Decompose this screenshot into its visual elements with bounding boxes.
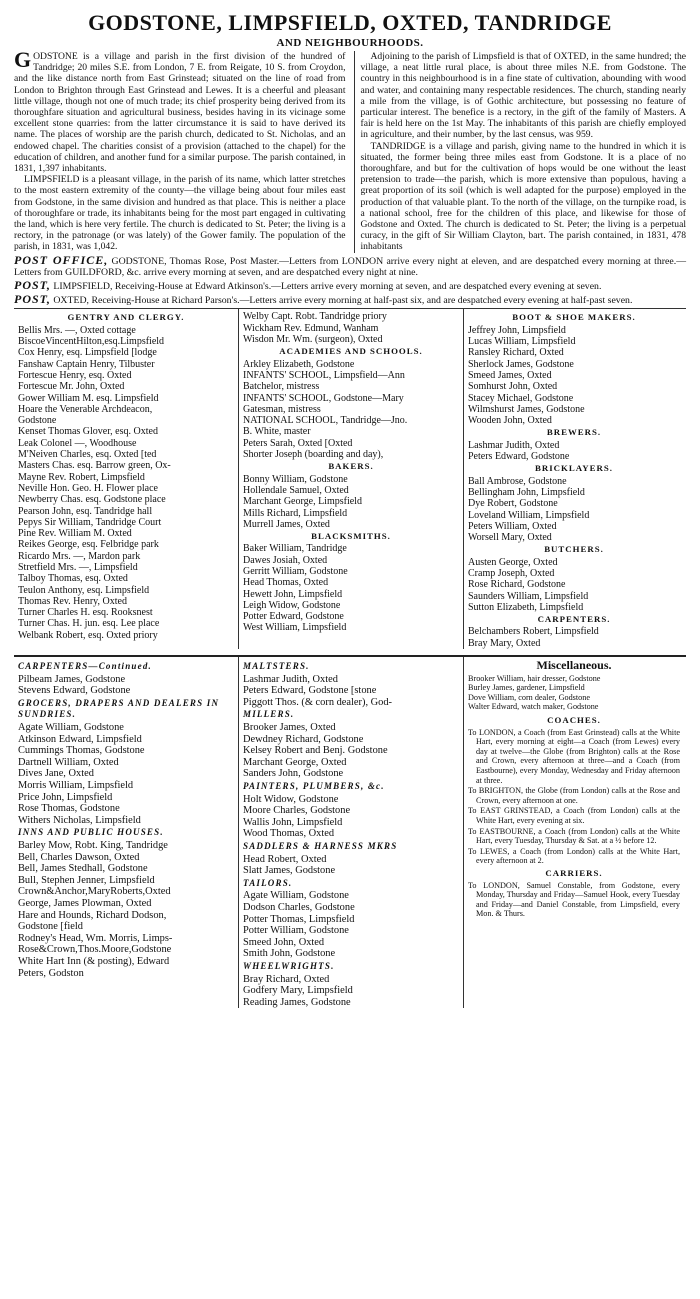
directory-entry: Pepys Sir William, Tandridge Court <box>18 516 162 528</box>
directory-entry: Gatesman, mistress <box>243 403 321 415</box>
directory-entry: Kelsey Robert and Benj. Godstone <box>243 745 388 757</box>
directory-entry: Marchant George, Limpsfield <box>243 496 362 508</box>
directory-entry: Atkinson Edward, Limpsfield <box>18 733 142 745</box>
directory-column-trades-1 <box>238 309 463 649</box>
directory-entry: Dye Robert, Godstone <box>468 498 558 510</box>
directory-entry: Peters Edward, Godstone <box>468 451 570 463</box>
directory-entry: Gerritt William, Godstone <box>243 566 348 577</box>
directory-entry: Turner Chas. H. jun. esq. Lee place <box>18 618 160 630</box>
directory-entry: White Hart Inn (& posting), Edward <box>18 955 170 967</box>
section-heading: INNS AND PUBLIC HOUSES. <box>18 827 164 838</box>
directory-entry: Wisdon Mr. Wm. (surgeon), Oxted <box>243 334 383 346</box>
drop-cap-g: G <box>14 47 32 72</box>
intro-paragraph-godstone <box>14 47 346 175</box>
page-title: GODSTONE, LIMPSFIELD, OXTED, TANDRIDGE <box>88 10 612 35</box>
lower-column-1 <box>14 657 238 1008</box>
directory-entry: Bull, Stephen Jenner, Limpsfield <box>18 874 155 886</box>
section-heading: GENTRY AND CLERGY. <box>67 312 185 323</box>
intro-paragraph-oxted: Adjoining to the parish of Limpsfield is that of OXTED, in the same hundred; the village, a neat little rural place, is about three miles N.E. from Godstone. The country in this neighbourhood is in a fine state of cultivation, abounding with wood and water, and containing many respectable residences. The church, standing nearly a mile from the village, is of Gothic architecture, but possessing no feature of particular interest. The benefice is a rectory, in the gift of the family of Masters. A fair is held here on the 1st May. The inhabitants of this parish are chiefly employed in agriculture, and their number, by the last census, was 959. <box>360 51 686 141</box>
directory-entry: Head Robert, Oxted <box>243 853 327 865</box>
post-heading: POST OFFICE, <box>14 252 109 267</box>
directory-entry: Marchant George, Oxted <box>243 756 347 768</box>
directory-entry: Austen George, Oxted <box>468 556 558 568</box>
directory-entry: Leigh Widow, Godstone <box>243 599 341 611</box>
lower-column-misc <box>463 657 684 1008</box>
directory-entry: Sutton Elizabeth, Limpsfield <box>468 601 584 613</box>
directory-entry: Saunders William, Limpsfield <box>468 590 589 602</box>
directory-entry: Cramp Joseph, Oxted <box>468 568 555 579</box>
directory-entry: Potter William, Godstone <box>243 925 349 937</box>
directory-entry: Fortescue Henry, esq. Oxted <box>18 369 132 381</box>
coach-entry: To EAST GRINSTEAD, a Coach (from London) calls at the White Hart, every evening at six. <box>468 806 680 825</box>
directory-entry: Baker William, Tandridge <box>243 543 347 555</box>
directory-entry: Turner Charles H. esq. Rooksnest <box>18 607 153 619</box>
directory-entry: Slatt James, Godstone <box>243 865 336 877</box>
directory-entry: INFANTS' SCHOOL, Limpsfield—Ann <box>243 369 405 381</box>
directory-entry: Bell, Charles Dawson, Oxted <box>18 851 140 863</box>
directory-entry: Batchelor, mistress <box>243 381 320 393</box>
post-text: LIMPSFIELD, Receiving-House at Edward Atkinson's.—Letters arrive every morning at seven, and are despatched every evening at seven. <box>53 281 602 293</box>
directory-entry: Holt Widow, Godstone <box>243 793 339 805</box>
post-entry <box>14 280 686 292</box>
carriers-list <box>468 881 680 919</box>
directory-entry: Thomas Rev. Henry, Oxted <box>18 595 127 607</box>
directory-entry: Kenset Thomas Glover, esq. Oxted <box>18 426 158 438</box>
carrier-entry: To LONDON, Samuel Constable, from Godstone, every Monday, Thursday and Friday—Samuel Hook, every Tuesday and Friday—and Daniel Constable, from Limpsfield, every Mon. & Thurs. <box>468 880 680 919</box>
directory-entry: Lashmar Judith, Oxted <box>243 673 338 685</box>
directory-entry: M'Neiven Charles, esq. Oxted [ted <box>18 449 157 461</box>
section-heading: BRICKLAYERS. <box>535 463 613 474</box>
directory-entry: Hoare the Venerable Archdeacon, <box>18 403 153 415</box>
directory-entry: Bray Mary, Oxted <box>468 637 541 649</box>
directory-entry: B. White, master <box>243 426 311 438</box>
section-heading: MILLERS. <box>243 709 295 720</box>
directory-entry: Piggott Thos. (& corn dealer), God- <box>243 696 392 708</box>
directory-entry: Wickham Rev. Edmund, Wanham <box>243 322 379 334</box>
directory-entry: Mills Richard, Limpsfield <box>243 507 348 519</box>
directory-entry: Wilmshurst James, Godstone <box>468 403 585 415</box>
directory-entry: Godstone <box>18 415 57 427</box>
directory-entry: Smeed James, Oxted <box>468 369 552 381</box>
intro-paragraph-tandridge: TANDRIDGE is a village and parish, giving name to the hundred in which it is situated, the former being three miles east from Godstone. It is a place of no thoroughfare, and but for the cultivation of hops would be one without the least pretension to trade—the parish, which is more extensive than populous, having a great proportion of its soil (which is well adapted for the purpose) employed in the production of that valuable plant. To the north of the village, on the turnpike road, is a national school, free for the children of this place, and likewise for those of Godstone and Oxted. The church is dedicated to St. Peter; the living is a perpetual curacy, in the gift of Sir William Clayton, bart. The parish contained, in 1831, 478 inhabitants <box>360 140 686 253</box>
directory-entry: Withers Nicholas, Limpsfield <box>18 814 141 826</box>
misc-entry: Burley James, gardener, Limpsfield <box>468 683 585 693</box>
directory-entry: Dawes Josiah, Oxted <box>243 554 328 566</box>
directory-entry: Wooden John, Oxted <box>468 415 552 427</box>
misc-list <box>468 674 680 712</box>
directory-entry: Somhurst John, Oxted <box>468 381 558 393</box>
directory-entry: Sanders John, Godstone <box>243 768 344 780</box>
directory-entry: Bray Richard, Oxted <box>243 973 330 985</box>
directory-entry: Smeed John, Oxted <box>243 936 325 948</box>
coaches-list <box>468 728 680 866</box>
directory-entry: Pearson John, esq. Tandridge hall <box>18 505 153 517</box>
directory-entry: INFANTS' SCHOOL, Godstone—Mary <box>243 392 404 404</box>
directory-entry: Morris William, Limpsfield <box>18 780 134 792</box>
directory-entry: Cox Henry, esq. Limpsfield [lodge <box>18 347 157 359</box>
directory-entry: Sherlock James, Godstone <box>468 358 574 370</box>
directory-entry: Barley Mow, Robt. King, Tandridge <box>18 839 168 851</box>
directory-entry: Peters Edward, Godstone [stone <box>243 685 377 697</box>
directory-entry: Hare and Hounds, Richard Dodson, <box>18 909 167 921</box>
directory-entry: Ball Ambrose, Godstone <box>468 475 567 487</box>
directory-entry: Ricardo Mrs. —, Mardon park <box>18 550 141 562</box>
post-heading: POST, <box>14 292 51 307</box>
directory-entry: BiscoeVincentHilton,esq.Limpsfield <box>18 336 165 348</box>
directory-entry: Loveland William, Limpsfield <box>468 509 590 521</box>
directory-entry: Rodney's Head, Wm. Morris, Limps- <box>18 932 173 944</box>
directory-entry: Pilbeam James, Godstone <box>18 673 126 685</box>
intro-left-column <box>14 47 346 253</box>
directory-entry: Murrell James, Oxted <box>243 518 330 530</box>
section-heading: GROCERS, DRAPERS AND DEALERS IN SUNDRIES. <box>18 697 220 720</box>
section-heading: MALTSTERS. <box>243 661 310 672</box>
lower-column-2 <box>238 657 463 1008</box>
directory-entry: Dives Jane, Oxted <box>18 768 94 780</box>
directory-entry: Belchambers Robert, Limpsfield <box>468 626 599 638</box>
directory-upper <box>14 308 686 649</box>
coach-entry: To LEWES, a Coach (from London) calls at the White Hart, every afternoon at 2. <box>468 846 680 866</box>
intro-paragraph-limpsfield: LIMPSFIELD is a pleasant village, in the parish of its name, which latter stretches to the most eastern extremity of the county—the village being about four miles east from Godstone, in the same division and hundred as that place. This is neither a place of thoroughfare or trade, its inhabitants being for the most part engaged in cultivating the land, which is here very fertile. The church is dedicated to St. Peter; the living is a rectory, in the patronage (or was lately) of the Gower family. The population of the parish, in 1831, was 1,042. <box>14 174 346 253</box>
directory-entry: Neville Hon. Geo. H. Flower place <box>18 482 158 494</box>
directory-entry: Fanshaw Captain Henry, Tilbuster <box>18 358 155 370</box>
directory-entry: Agate William, Godstone <box>18 722 124 734</box>
directory-lower <box>14 657 686 1008</box>
section-heading: BLACKSMITHS. <box>311 531 391 542</box>
section-heading: BREWERS. <box>546 427 602 438</box>
section-heading: ACADEMIES AND SCHOOLS. <box>279 346 423 357</box>
directory-entry: Worsell Mary, Oxted <box>468 532 552 544</box>
directory-entry: Masters Chas. esq. Barrow green, Ox- <box>18 460 171 472</box>
post-heading: POST, <box>14 278 51 293</box>
directory-entry: Peters, Godston <box>18 967 84 979</box>
directory-entry: Bellis Mrs. —, Oxted cottage <box>18 324 136 336</box>
directory-entry: George, James Plowman, Oxted <box>18 897 152 909</box>
post-entry <box>14 294 686 306</box>
post-entry <box>14 252 686 278</box>
coach-entry: To LONDON, a Coach (from East Grinstead) calls at the White Hart, every morning at eight—a Coach (from Lewes) every day at twelve—the Globe (from Brighton) calls at the Rose and Crown, every afternoon at three—and a Coach (from Eastbourne), every Monday, Wednesday and Friday afternoon at three. <box>468 727 680 785</box>
directory-entry: Cummings Thomas, Godstone <box>18 745 145 757</box>
directory-entry: Wallis John, Limpsfield <box>243 816 343 828</box>
section-heading: BUTCHERS. <box>544 544 604 555</box>
directory-entry: Price John, Limpsfield <box>18 791 113 803</box>
directory-entry: Brooker James, Oxted <box>243 722 336 734</box>
directory-entry: Rose Richard, Godstone <box>468 579 566 591</box>
directory-entry: Reading James, Godstone <box>243 996 351 1008</box>
directory-entry: Moore Charles, Godstone <box>243 805 351 817</box>
section-heading: WHEELWRIGHTS. <box>243 960 335 971</box>
carriers-heading: CARRIERS. <box>545 867 603 878</box>
coach-entry: To BRIGHTON, the Globe (from London) calls at the Rose and Crown, every afternoon at one. <box>468 786 680 805</box>
directory-column-gentry <box>14 309 238 649</box>
directory-entry: Dartnell William, Oxted <box>18 756 119 768</box>
section-heading: PAINTERS, PLUMBERS, &c. <box>243 781 385 792</box>
page-subtitle: AND NEIGHBOURHOODS. <box>276 37 424 49</box>
directory-entry: Lucas William, Limpsfield <box>468 336 576 348</box>
directory-entry: Potter Edward, Godstone <box>243 611 344 623</box>
section-heading: TAILORS. <box>243 877 293 888</box>
misc-entry: Brooker William, hair dresser, Godstone <box>468 673 601 683</box>
directory-entry: Fortescue Mr. John, Oxted <box>18 381 125 393</box>
directory-entry: Bell, James Stedhall, Godstone <box>18 863 148 875</box>
post-text: OXTED, Receiving-House at Richard Parson's.—Letters arrive every morning at half-past six, and are despatched every evening at half-past seven. <box>53 295 633 307</box>
directory-entry: Agate William, Godstone <box>243 890 349 902</box>
directory-entry: Welby Capt. Robt. Tandridge priory <box>243 311 387 323</box>
misc-entry: Dove William, corn dealer, Godstone <box>468 692 590 702</box>
directory-entry: West William, Limpsfield <box>243 622 347 634</box>
coach-entry: To EASTBOURNE, a Coach (from London) calls at the White Hart, every Tuesday, Thursday & Sat. at a ½ before 12. <box>468 826 680 846</box>
directory-entry: Ransley Richard, Oxted <box>468 347 564 359</box>
misc-entry: Walter Edward, watch maker, Godstone <box>468 702 599 712</box>
directory-entry: Talboy Thomas, esq. Oxted <box>18 573 128 585</box>
directory-entry: Stevens Edward, Godstone <box>18 685 131 697</box>
directory-entry: Smith John, Godstone <box>243 948 336 960</box>
directory-entry: Peters William, Oxted <box>468 520 557 532</box>
directory-entry: Gower William M. esq. Limpsfield <box>18 392 159 404</box>
directory-entry: Peters Sarah, Oxted [Oxted <box>243 437 353 449</box>
post-text: GODSTONE, Thomas Rose, Post Master.—Letters from LONDON arrive every night at eleven, and are despatched every morning at three.—Letters from GUILDFORD, &c. arrive every morning at seven, and are despatched every night at nine. <box>14 255 686 278</box>
directory-entry: Arkley Elizabeth, Godstone <box>243 358 355 370</box>
directory-entry: Mayne Rev. Robert, Limpsfield <box>18 471 145 483</box>
directory-entry: Reikes George, esq. Felbridge park <box>18 539 159 551</box>
directory-entry: Potter Thomas, Limpsfield <box>243 913 355 925</box>
directory-entry: Newberry Chas. esq. Godstone place <box>18 494 166 506</box>
intro-text-godstone: ODSTONE is a village and parish in the first division of the hundred of Tandridge; 20 miles S.E. from London, 7 E. from Reigate, 10 S. from Croydon, and the like distance north from East Grinstead; situated on the line of road from London to Brighton through East Grinstead and Lewes. It is a cheerful and pleasant little village, though not one of much trade; its chief prosperity being derived from its thoroughfare situation and agricultural business, besides having in its vicinage some excellent stone quarries: from the latter circumstance it is said to have derived its name. The places of worship are the parish church, dedicated to St. Nicholas, and an endowed chapel. The charities consist of a provision (attached to the chapel) for the education of children, and another fund for a similar purpose. The parish contained, in 1831, 1,397 inhabitants. <box>14 51 346 175</box>
coaches-heading: COACHES. <box>547 715 601 726</box>
directory-column-trades-2 <box>463 309 684 649</box>
directory-entry: Rose&Crown,Thos.Moore,Godstone <box>18 944 172 956</box>
post-section <box>14 252 686 307</box>
directory-entry: Godfery Mary, Limpsfield <box>243 985 353 997</box>
section-heading: CARPENTERS—Continued. <box>18 661 152 672</box>
directory-entry: Bellingham John, Limpsfield <box>468 486 585 498</box>
directory-entry: Lashmar Judith, Oxted <box>468 439 560 451</box>
directory-entry: Hewett John, Limpsfield <box>243 588 343 600</box>
intro-section <box>14 47 686 253</box>
misc-heading: Miscellaneous. <box>536 658 612 673</box>
directory-entry: Rose Thomas, Godstone <box>18 803 120 815</box>
directory-entry: Teulon Anthony, esq. Limpsfield <box>18 584 150 596</box>
directory-entry: Jeffrey John, Limpsfield <box>468 324 566 336</box>
directory-entry: Dewdney Richard, Godstone <box>243 733 364 745</box>
directory-entry: Dodson Charles, Godstone <box>243 901 355 913</box>
directory-entry: Wood Thomas, Oxted <box>243 828 335 840</box>
directory-entry: Shorter Joseph (boarding and day), <box>243 449 384 461</box>
section-heading: BOOT & SHOE MAKERS. <box>512 312 636 323</box>
directory-entry: Head Thomas, Oxted <box>243 577 329 589</box>
directory-entry: NATIONAL SCHOOL, Tandridge—Jno. <box>243 415 408 427</box>
directory-entry: Crown&Anchor,MaryRoberts,Oxted <box>18 886 171 898</box>
directory-entry: Welbank Robert, esq. Oxted priory <box>18 629 158 641</box>
directory-entry: Stacey Michael, Godstone <box>468 392 574 404</box>
directory-entry: Godstone [field <box>18 921 83 933</box>
section-heading: BAKERS. <box>328 461 374 472</box>
section-heading: CARPENTERS. <box>537 614 611 625</box>
directory-entry: Hollendale Samuel, Oxted <box>243 484 349 496</box>
intro-right-column <box>354 51 687 253</box>
directory-entry: Pine Rev. William M. Oxted <box>18 528 132 540</box>
directory-entry: Stretfield Mrs. —, Limpsfield <box>18 562 138 573</box>
directory-entry: Leak Colonel —, Woodhouse <box>18 437 137 449</box>
directory-entry: Bonny William, Godstone <box>243 473 348 485</box>
section-heading: SADDLERS & HARNESS MKRS <box>243 840 398 851</box>
directory-page <box>14 10 686 1008</box>
